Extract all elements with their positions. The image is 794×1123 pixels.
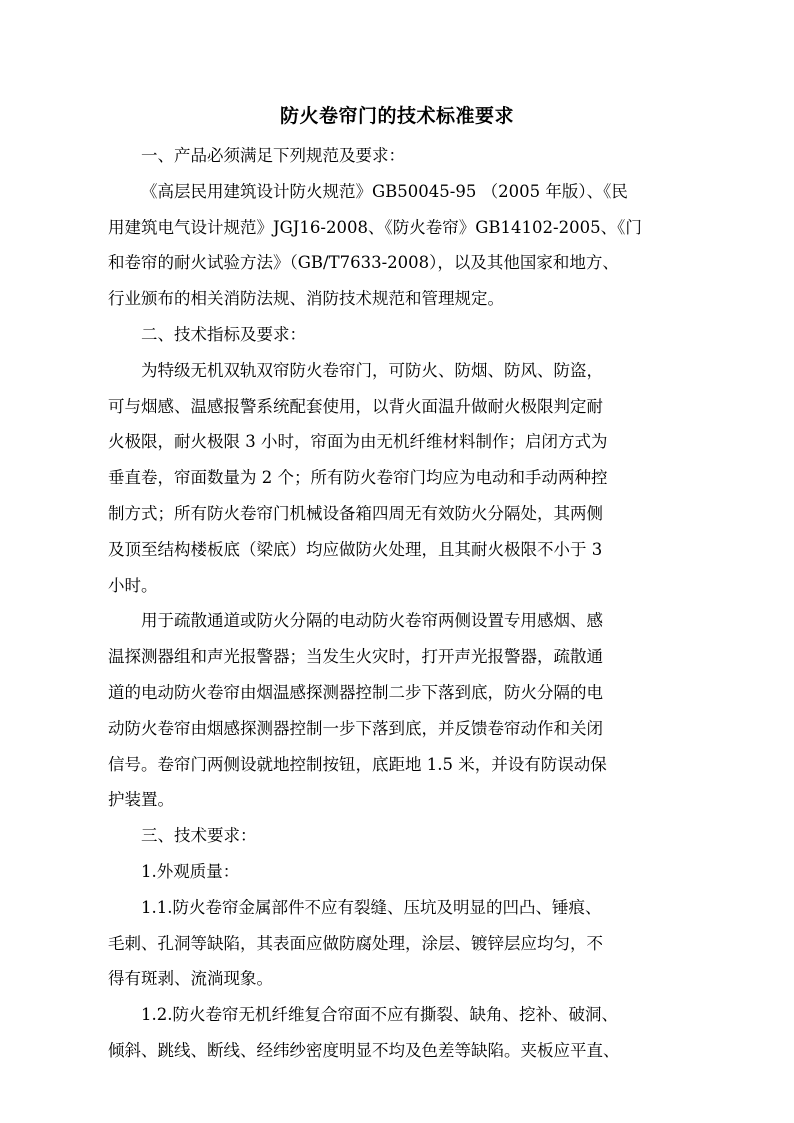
section1-line: 用建筑电气设计规范》JGJ16-2008、《防火卷帘》GB14102-2005、《门 bbox=[108, 217, 642, 237]
section2-p1-line: 小时。 bbox=[108, 575, 158, 595]
section3-item-1-2 bbox=[108, 997, 686, 1069]
section2-paragraph-2 bbox=[108, 603, 686, 818]
section2-paragraph-1 bbox=[108, 353, 686, 604]
section2-p1-line: 及顶至结构楼板底（梁底）均应做防火处理，且其耐火极限不小于 3 bbox=[108, 539, 603, 559]
document-title: 防火卷帘门的技术标准要求 bbox=[279, 105, 514, 127]
section1-line: 和卷帘的耐火试验方法》（GB/T7633-2008），以及其他国家和地方、 bbox=[108, 253, 619, 273]
item-1-1-line: 毛刺、孔洞等缺陷，其表面应做防腐处理，涂层、镀锌层应均匀，不 bbox=[108, 933, 603, 953]
section2-p1-line: 火极限，耐火极限 3 小时，帘面为由无机纤维材料制作；启闭方式为 bbox=[108, 432, 608, 452]
section2-p2-line: 用于疏散通道或防火分隔的电动防火卷帘两侧设置专用感烟、感 bbox=[141, 611, 603, 631]
section3-heading: 三、技术要求： bbox=[141, 826, 257, 846]
section3-sub1-heading: 1.外观质量： bbox=[141, 861, 240, 881]
section1-paragraph bbox=[108, 174, 686, 317]
section3-item-1-1 bbox=[108, 890, 686, 997]
item-1-2-line: 1.2.防火卷帘无机纤维复合帘面不应有撕裂、缺角、挖补、破洞、 bbox=[141, 1005, 618, 1025]
item-1-2-line: 倾斜、跳线、断线、经纬纱密度明显不均及色差等缺陷。夹板应平直、 bbox=[108, 1040, 620, 1060]
section2-p1-line: 可与烟感、温感报警系统配套使用，以背火面温升做耐火极限判定耐 bbox=[108, 396, 603, 416]
document-body bbox=[108, 98, 686, 1069]
section2-p2-line: 道的电动防火卷帘由烟温感探测器控制二步下落到底，防火分隔的电 bbox=[108, 682, 603, 702]
section2-p2-line: 动防火卷帘由烟感探测器控制一步下落到底，并反馈卷帘动作和关闭 bbox=[108, 718, 603, 738]
section1-heading: 一、产品必须满足下列规范及要求： bbox=[141, 146, 405, 165]
item-1-1-line: 1.1.防火卷帘金属部件不应有裂缝、压坑及明显的凹凸、锤痕、 bbox=[141, 897, 602, 917]
section2-p2-line: 温探测器组和声光报警器；当发生火灾时，打开声光报警器，疏散通 bbox=[108, 647, 603, 667]
section2-p2-line: 信号。卷帘门两侧设就地控制按钮，底距地 1.5 米，并设有防误动保 bbox=[108, 754, 607, 774]
section2-p1-line: 制方式；所有防火卷帘门机械设备箱四周无有效防火分隔处，其两侧 bbox=[108, 503, 603, 523]
item-1-1-line: 得有斑剥、流淌现象。 bbox=[108, 969, 273, 989]
section1-line: 《高层民用建筑设计防火规范》GB50045-95 （2005 年版）、《民 bbox=[141, 181, 628, 201]
section2-p1-line: 为特级无机双轨双帘防火卷帘门，可防火、防烟、防风、防盗， bbox=[141, 360, 603, 380]
section2-heading: 二、技术指标及要求： bbox=[141, 324, 306, 344]
section2-p1-line: 垂直卷，帘面数量为 2 个；所有防火卷帘门均应为电动和手动两种控 bbox=[108, 468, 608, 488]
section1-line: 行业颁布的相关消防法规、消防技术规范和管理规定。 bbox=[108, 289, 504, 309]
section2-p2-line: 护装置。 bbox=[108, 790, 174, 810]
